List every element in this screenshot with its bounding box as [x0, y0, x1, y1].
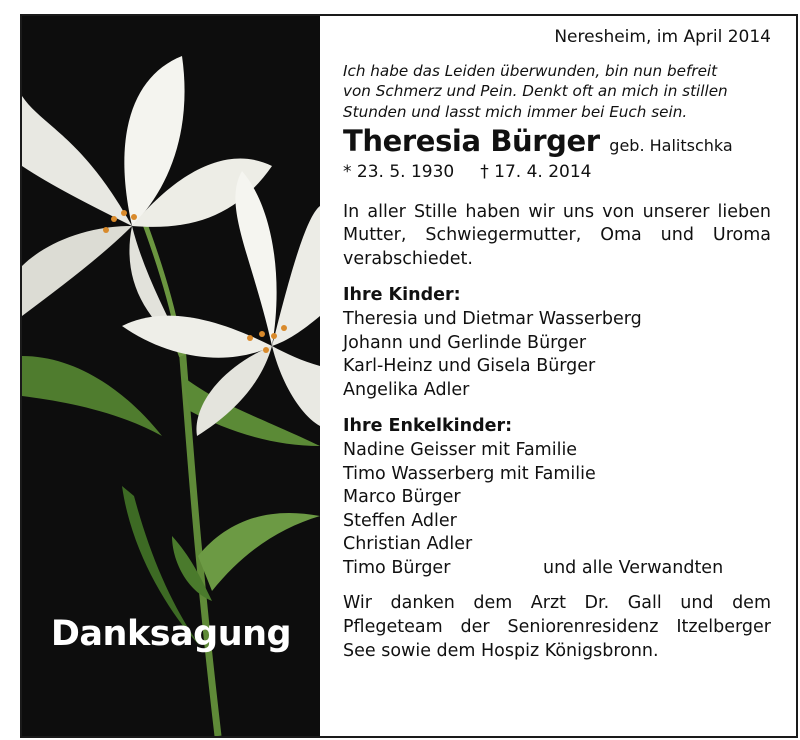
life-dates: [343, 161, 771, 185]
lily-photo: [22, 16, 320, 736]
last-grandchild: Timo Bürger: [343, 557, 451, 578]
birth-name: geb. Halitschka: [609, 136, 733, 156]
list-item: Theresia und Dietmar Wasserberg: [343, 308, 642, 329]
list-item: Marco Bürger: [343, 487, 461, 508]
intro-paragraph: In aller Stille haben wir uns von unserer lieben Mutter, Schwiegermutter, Oma und Uroma verabschiedet.: [343, 201, 771, 269]
verse-line: von Schmerz und Pein. Denkt oft an mich in stillen: [343, 82, 728, 101]
list-item: Christian Adler: [343, 534, 473, 555]
thanks-paragraph: Wir danken dem Arzt Dr. Gall und dem Pflegeteam der Seniorenresidenz Itzelberger See sowie dem Hospiz Königsbronn.: [343, 593, 771, 661]
list-item: Karl-Heinz und Gisela Bürger: [343, 356, 596, 377]
place-date: Neresheim, im April 2014: [554, 27, 771, 47]
relatives-note: und alle Verwandten: [543, 557, 724, 578]
birth-date: * 23. 5. 1930: [343, 161, 455, 182]
list-item: Timo Wasserberg mit Familie: [343, 463, 596, 484]
list-item: [343, 557, 771, 581]
list-item: Nadine Geisser mit Familie: [343, 439, 578, 460]
grandchildren-list: [343, 439, 771, 581]
verse-line: Stunden und lasst mich immer bei Euch sein.: [343, 102, 688, 121]
verse: [343, 61, 771, 123]
death-date: † 17. 4. 2014: [480, 161, 592, 182]
danksagung-title: Danksagung: [50, 614, 292, 654]
grandchildren-heading: Ihre Enkelkinder:: [343, 416, 513, 437]
verse-line: Ich habe das Leiden überwunden, bin nun befreit: [343, 61, 718, 80]
children-list: [343, 308, 771, 402]
deceased-name-line: [343, 124, 771, 159]
deceased-name: Theresia Bürger: [343, 124, 600, 159]
children-heading: Ihre Kinder:: [343, 285, 461, 306]
list-item: Johann und Gerlinde Bürger: [343, 332, 587, 353]
list-item: Steffen Adler: [343, 510, 457, 531]
list-item: Angelika Adler: [343, 379, 470, 400]
notice-text: [343, 26, 771, 663]
